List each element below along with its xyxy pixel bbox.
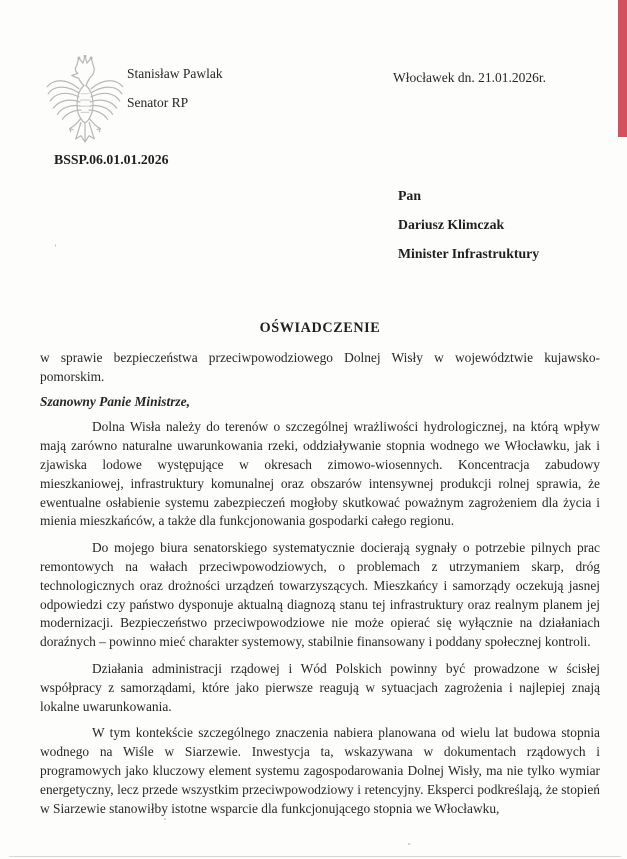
body-paragraph-3: Działania administracji rządowej i Wód Polskich powinny być prowadzone w ścisłej współpracy z samorządami, które jako pierwsze reagują w sytuacjach zagrożenia i najlepiej znają lokalne uwarunkowania.: [40, 660, 600, 714]
recipient-name: Dariusz Klimczak: [398, 217, 505, 232]
sender-block: [127, 66, 223, 110]
statement-title: OŚWIADCZENIE: [259, 320, 381, 336]
sender-title: Senator RP: [127, 95, 189, 110]
reference-number: BSSP.06.01.01.2026: [54, 152, 169, 167]
scan-speck: [408, 843, 410, 845]
body-paragraph-2: Do mojego biura senatorskiego systematycznie docierają sygnały o potrzebie pilnych prac remontowych na wałach przeciwpowodziowych, o problemach z utrzymaniem skarp, dróg technologicznych oraz drożności urządzeń towarzyszących. Mieszkańcy i samorządy oczekują jasnej odpowiedzi czy państwo dysponuje aktualną diagnozą stanu tej infrastruktury oraz realnym planem jej modernizacji. Bezpieczeństwo przeciwpowodziowe nie może opierać się wyłącznie na działaniach doraźnych – powinno mieć charakter systemowy, stabilnie finansowany i poddany społecznej kontroli.: [40, 540, 600, 650]
recipient-honorific: Pan: [398, 188, 421, 203]
sender-name: Stanisław Pawlak: [127, 66, 223, 81]
salutation: Szanowny Panie Ministrze,: [40, 393, 190, 409]
body-paragraph-4: W tym kontekście szczególnego znaczenia nabiera planowana od wielu lat budowa stopnia wodnego na Wiśle w Siarzewie. Inwestycja ta, wskazywana w dokumentach rządowych i programowych jako kluczowy element systemu zagospodarowania Dolnej Wisły, ma nie tylko wymiar energetyczny, lecz przede wszystkim przeciwpowodziowy i retencyjny. Eksperci podkreślają, że stopień w Siarzewie stanowiłby istotne wsparcie dla funkcjonującego stopnia we Włocławku,: [40, 725, 600, 816]
scan-speck: [55, 244, 56, 247]
polish-eagle-icon: [44, 55, 126, 149]
body-paragraph-1: Dolna Wisła należy do terenów o szczególnej wrażliwości hydrologicznej, na którą wpływ mają zarówno naturalne uwarunkowania rzeki, oddziaływanie stopnia wodnego we Włocławku, jak i zjawiska lodowe występujące w okresach zimowo-wiosennych. Koncentracja zabudowy mieszkaniowej, infrastruktury komunalnej oraz obszarów intensywnej produkcji rolnej sprawia, że ewentualne osłabienie systemu zabezpieczeń mogłoby skutkować poważnym zagrożeniem dla życia i mienia mieszkańców, a także dla funkcjonowania gospodarki całego regionu.: [40, 419, 600, 529]
statement-subject: w sprawie bezpieczeństwa przeciwpowodziowego Dolnej Wisły w województwie kujawsko-pomorskim.: [40, 350, 600, 384]
letter-body: [40, 349, 600, 826]
recipient-position: Minister Infrastruktury: [398, 246, 540, 261]
scan-speck: [164, 818, 166, 820]
red-bookmark-stripe: [618, 0, 627, 137]
recipient-block: [398, 181, 539, 268]
dateline: Włocławek dn. 21.01.2026r.: [393, 70, 546, 85]
scan-bottom-edge: [9, 856, 621, 857]
